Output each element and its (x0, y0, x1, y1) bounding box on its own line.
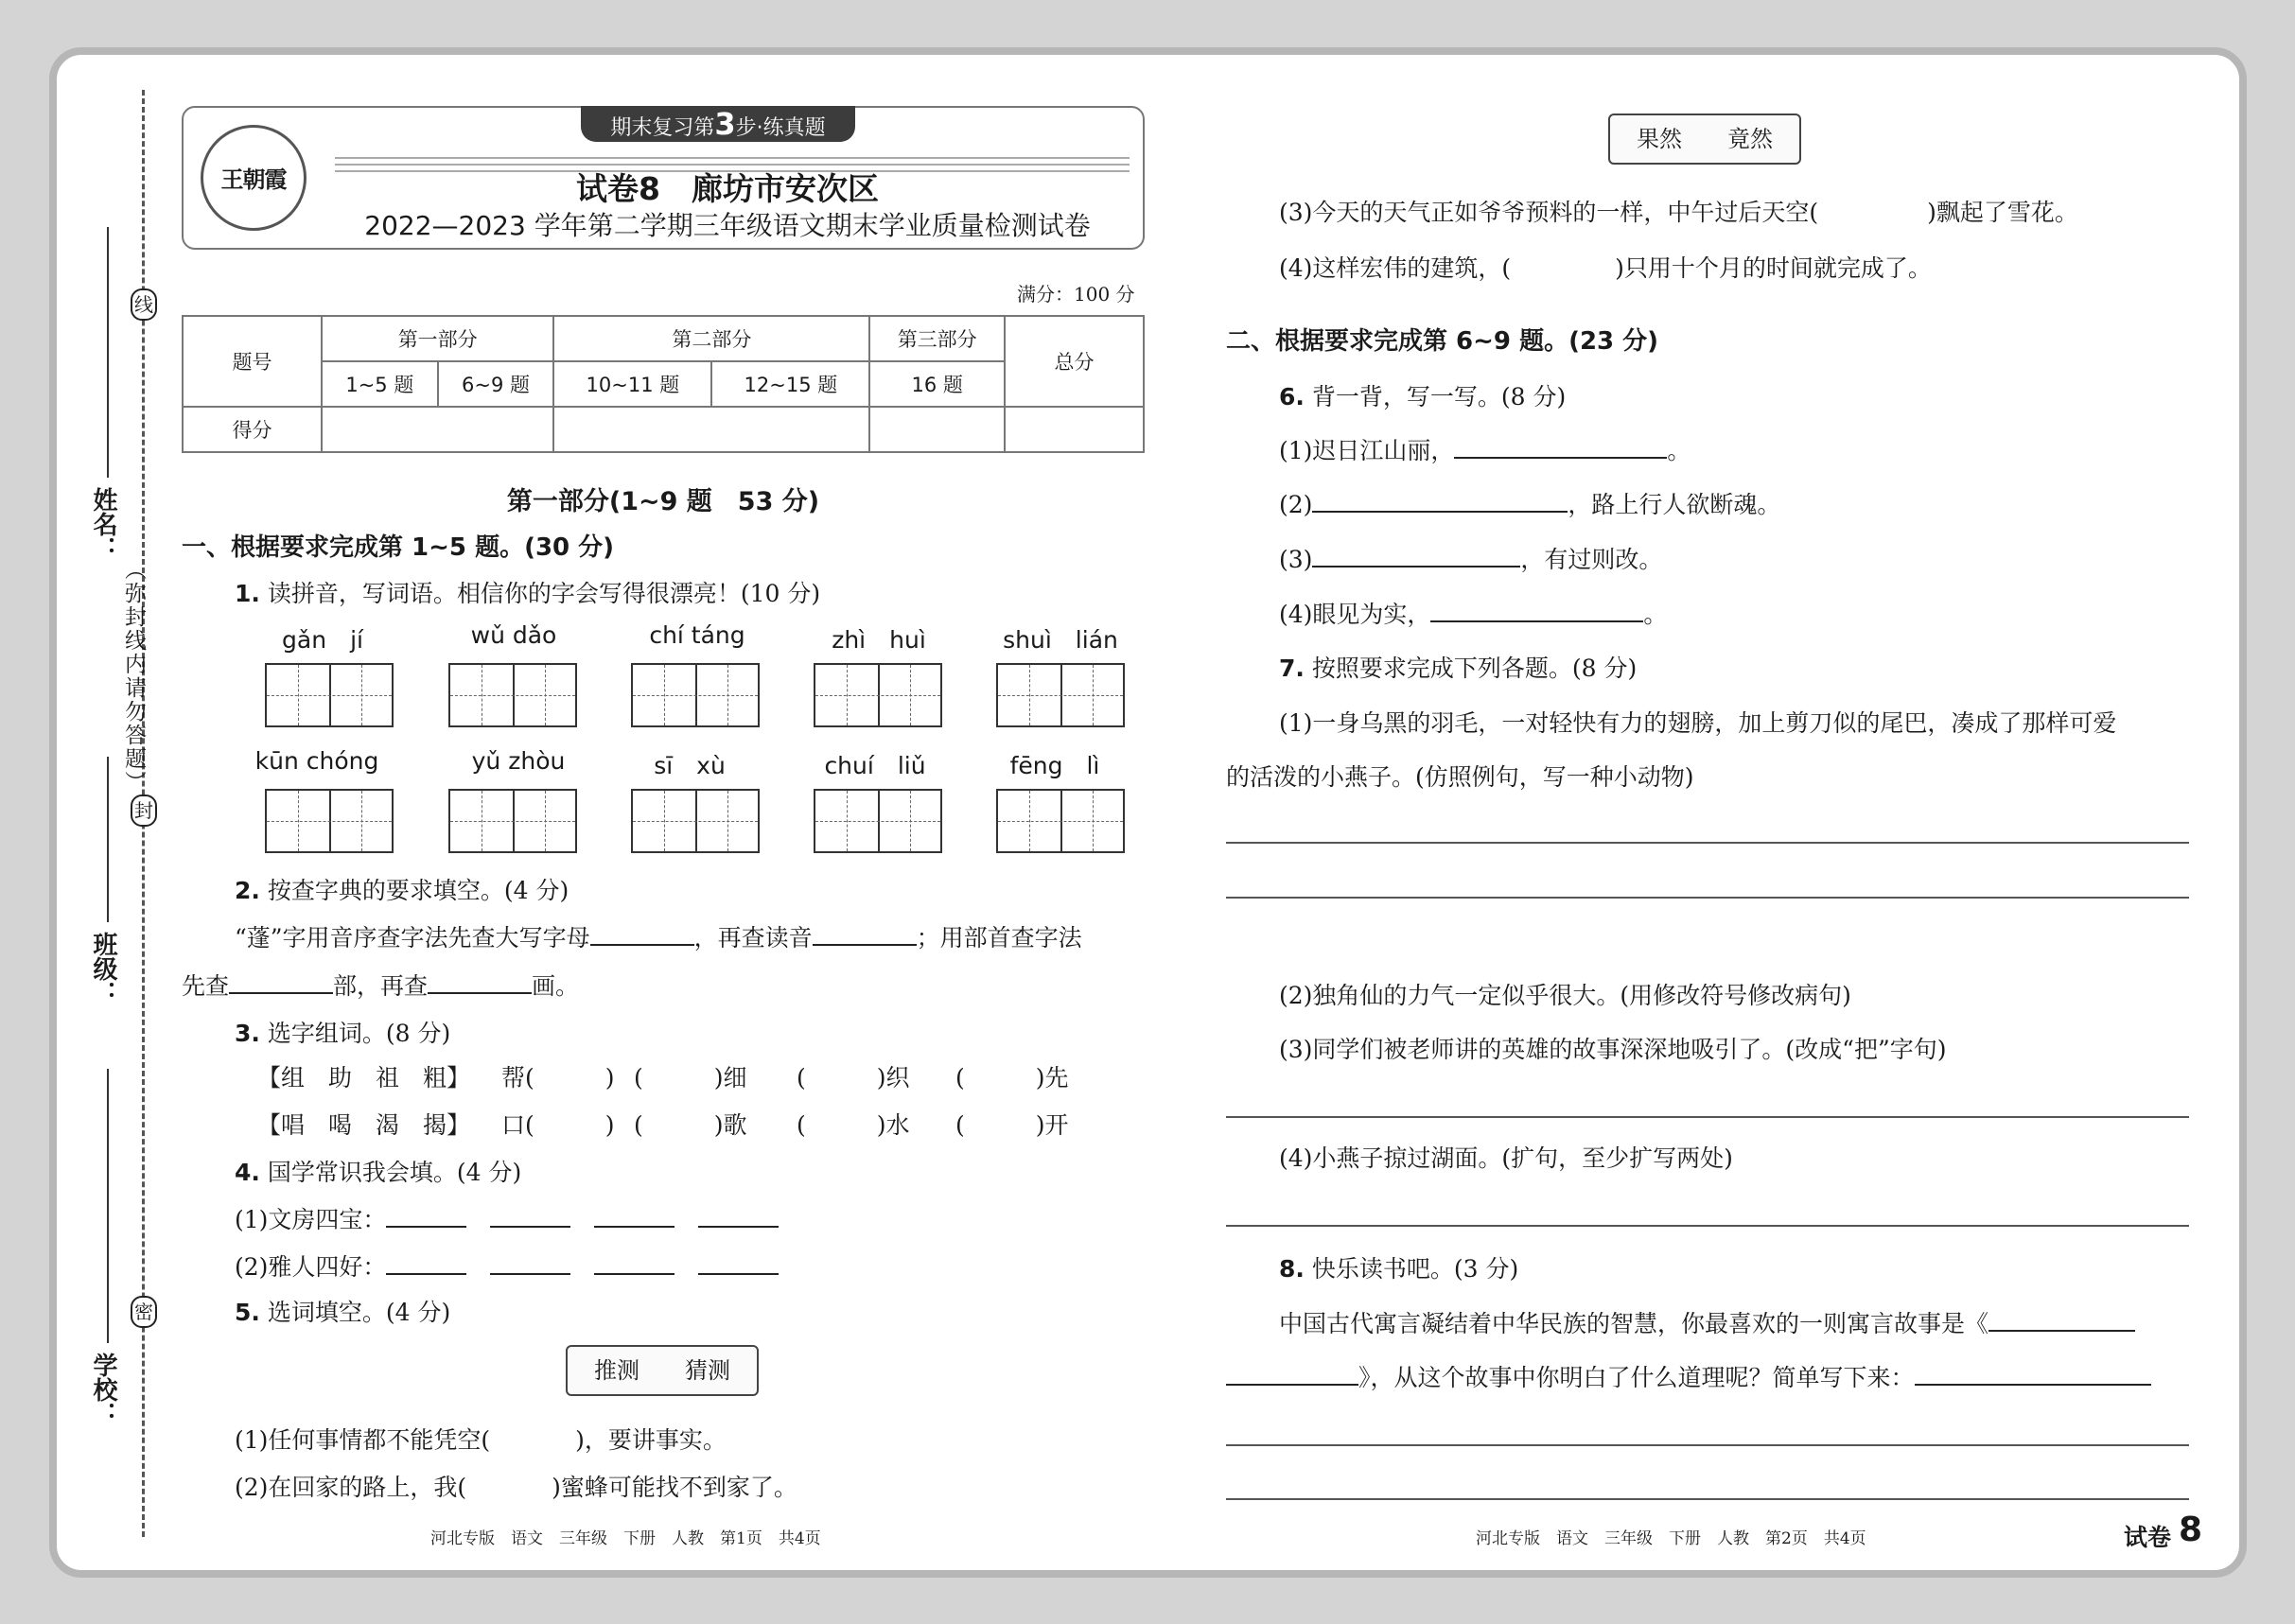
q7-prompt: 7. 按照要求完成下列各题。(8 分) (1279, 655, 1638, 682)
answer-line[interactable] (1226, 842, 2189, 844)
paper-number: 8 (2179, 1510, 2203, 1549)
answer-blank[interactable] (1312, 488, 1568, 513)
class-label: 班级： (89, 932, 117, 1005)
q3-blank[interactable]: ( )水 (797, 1111, 910, 1139)
q3-blank[interactable]: ( )先 (955, 1064, 1069, 1091)
exam-header (182, 106, 1145, 250)
q7-item2: (2)独角仙的力气一定似乎很大。(用修改符号修改病句) (1279, 982, 1851, 1009)
word-choice-box: 推测 猜测 (566, 1345, 759, 1396)
q6-item2: (2) ，路上行人欲断魂。 (1279, 486, 1780, 520)
q8-line1: 中国古代寓言凝结着中华民族的智慧，你最喜欢的一则寓言故事是《 (1279, 1305, 2135, 1339)
q2-line2: 先查 部，再查 画。 (182, 968, 579, 1002)
q3-blank[interactable]: ( )织 (797, 1064, 910, 1091)
q3-blank[interactable]: ( )开 (955, 1111, 1069, 1139)
answer-blank[interactable] (698, 1250, 779, 1275)
pinyin: zhì huì (832, 626, 926, 654)
q4-item1: (1)文房四宝： (235, 1201, 779, 1235)
tian-grid-box[interactable] (631, 663, 760, 727)
answer-blank[interactable] (490, 1250, 570, 1275)
answer-blank[interactable] (813, 921, 917, 946)
word-choice-box: 果然 竟然 (1608, 114, 1801, 165)
school-label: 学校： (89, 1353, 117, 1426)
tian-grid-box[interactable] (996, 789, 1125, 853)
score-cell[interactable] (1005, 407, 1144, 452)
answer-blank[interactable] (594, 1203, 674, 1228)
q2-line1: “蓬”字用音序查字法先查大写字母 ，再查读音 ；用部首查字法 (235, 919, 1082, 953)
q6-item1: (1)迟日江山丽， 。 (1279, 432, 1691, 466)
answer-blank[interactable] (1988, 1307, 2135, 1332)
tian-grid-box[interactable] (631, 789, 760, 853)
q5-item2: (2)在回家的路上，我( )蜜蜂可能找不到家了。 (235, 1474, 797, 1501)
table-total: 总分 (1005, 316, 1144, 407)
exam-title: 试卷8 廊坊市安次区 (576, 170, 879, 207)
tian-grid-box[interactable] (265, 663, 394, 727)
q3-row2-group: 【唱 喝 渴 揭】 (257, 1111, 471, 1139)
score-table (182, 315, 1145, 453)
tian-grid-box[interactable] (448, 663, 577, 727)
score-cell[interactable] (322, 407, 553, 452)
part1-title: 第一部分(1~9 题 53 分) (506, 487, 820, 516)
q8-line2: 》，从这个故事中你明白了什么道理呢？简单写下来： (1226, 1359, 2151, 1393)
pinyin: fēng lì (1009, 752, 1100, 779)
answer-blank[interactable] (1226, 1361, 1358, 1386)
answer-blank[interactable] (594, 1250, 674, 1275)
answer-blank[interactable] (590, 921, 694, 946)
q3-blank[interactable]: 帮( ) (501, 1064, 615, 1091)
q3-blank[interactable]: ( )细 (634, 1064, 747, 1091)
answer-line[interactable] (1226, 897, 2189, 899)
table-range: 12~15 题 (711, 361, 869, 407)
q4-prompt: 4. 国学常识我会填。(4 分) (235, 1159, 522, 1186)
q1-prompt: 1. 读拼音，写词语。相信你的字会写得很漂亮！(10 分) (235, 580, 821, 607)
table-range: 16 题 (869, 361, 1005, 407)
q8-prompt: 8. 快乐读书吧。(3 分) (1279, 1255, 1519, 1283)
answer-blank[interactable] (490, 1203, 570, 1228)
pinyin: sī xù (654, 752, 726, 779)
q5-item1: (1)任何事情都不能凭空( )，要讲事实。 (235, 1426, 727, 1454)
score-cell[interactable] (869, 407, 1005, 452)
table-score-label: 得分 (183, 407, 322, 452)
page-footer-right: 河北专版 语文 三年级 下册 人教 第2页 共4页 (1476, 1529, 1866, 1548)
seal-mark-mi: 密 (131, 1296, 157, 1328)
pinyin: chuí liǔ (824, 752, 926, 779)
q5-prompt: 5. 选词填空。(4 分) (235, 1299, 451, 1326)
q7-item1-line2: 的活泼的小燕子。(仿照例句，写一种小动物) (1226, 763, 1694, 791)
tian-grid-box[interactable] (996, 663, 1125, 727)
exam-subtitle: 2022—2023 学年第二学期三年级语文期末学业质量检测试卷 (364, 210, 1091, 241)
answer-blank[interactable] (229, 969, 333, 994)
section1-heading: 一、根据要求完成第 1~5 题。(30 分) (182, 533, 615, 562)
name-field[interactable] (107, 227, 109, 478)
q2-prompt: 2. 按查字典的要求填空。(4 分) (235, 877, 569, 904)
school-field[interactable] (107, 1069, 109, 1343)
q6-item3: (3) ，有过则改。 (1279, 541, 1662, 575)
q5-item3: (3)今天的天气正如爷爷预料的一样，中午过后天空( )飘起了雪花。 (1279, 199, 2078, 226)
answer-blank[interactable] (386, 1250, 466, 1275)
pinyin: chí táng (649, 621, 745, 649)
seal-mark-xian: 线 (131, 288, 157, 321)
q3-prompt: 3. 选字组词。(8 分) (235, 1020, 451, 1047)
tian-grid-box[interactable] (265, 789, 394, 853)
pinyin: shuì lián (1003, 626, 1118, 654)
table-part2: 第二部分 (553, 316, 869, 361)
q5-item4: (4)这样宏伟的建筑，( )只用十个月的时间就完成了。 (1279, 254, 1932, 282)
q7-item1-line1: (1)一身乌黑的羽毛，一对轻快有力的翅膀，加上剪刀似的尾巴，凑成了那样可爱 (1279, 709, 2117, 737)
q6-prompt: 6. 背一背，写一写。(8 分) (1279, 383, 1567, 410)
review-step-tag: 期末复习第3步·练真题 (581, 106, 855, 142)
publisher-logo (201, 125, 307, 231)
pinyin: yǔ zhòu (471, 747, 566, 775)
page-footer-left: 河北专版 语文 三年级 下册 人教 第1页 共4页 (430, 1529, 821, 1548)
answer-blank[interactable] (698, 1203, 779, 1228)
q3-blank[interactable]: ( )歌 (634, 1111, 747, 1139)
q7-item3: (3)同学们被老师讲的英雄的故事深深地吸引了。(改成“把”字句) (1279, 1036, 1947, 1063)
table-part1: 第一部分 (322, 316, 553, 361)
answer-line[interactable] (1226, 1498, 2189, 1500)
tian-grid-box[interactable] (814, 663, 942, 727)
table-range: 10~11 题 (553, 361, 711, 407)
q6-item4: (4)眼见为实， 。 (1279, 596, 1667, 630)
tian-grid-box[interactable] (814, 789, 942, 853)
answer-blank[interactable] (386, 1203, 466, 1228)
answer-line[interactable] (1226, 1444, 2189, 1446)
table-row-label: 题号 (183, 316, 322, 407)
table-range: 6~9 题 (438, 361, 554, 407)
answer-blank[interactable] (1454, 434, 1667, 459)
name-label: 姓名： (89, 487, 117, 561)
seal-mark-feng: 封 (131, 795, 157, 827)
logo-text: 王朝霞 (220, 166, 287, 193)
section2-heading: 二、根据要求完成第 6~9 题。(23 分) (1226, 327, 1659, 356)
table-range: 1~5 题 (322, 361, 438, 407)
pinyin: kūn chóng (254, 747, 379, 775)
answer-blank[interactable] (428, 969, 532, 994)
full-score: 满分：100 分 (1017, 283, 1135, 306)
q4-item2: (2)雅人四好： (235, 1249, 779, 1283)
answer-blank[interactable] (1915, 1361, 2151, 1386)
pinyin: gǎn jí (282, 626, 363, 654)
seal-notice: （弥封线内请勿答题） (121, 558, 146, 795)
tian-grid-box[interactable] (448, 789, 577, 853)
pinyin: wǔ dǎo (470, 621, 557, 649)
answer-blank[interactable] (1312, 543, 1520, 568)
answer-line[interactable] (1226, 1116, 2189, 1118)
answer-line[interactable] (1226, 1225, 2189, 1227)
q3-row1-group: 【组 助 祖 粗】 (257, 1064, 471, 1091)
class-field[interactable] (107, 757, 109, 922)
paper-label: 试卷 (2124, 1524, 2172, 1551)
q7-item4: (4)小燕子掠过湖面。(扩句，至少扩写两处) (1279, 1144, 1733, 1172)
table-part3: 第三部分 (869, 316, 1005, 361)
q3-blank[interactable]: 口( ) (501, 1111, 615, 1139)
score-cell[interactable] (553, 407, 869, 452)
answer-blank[interactable] (1430, 598, 1643, 622)
